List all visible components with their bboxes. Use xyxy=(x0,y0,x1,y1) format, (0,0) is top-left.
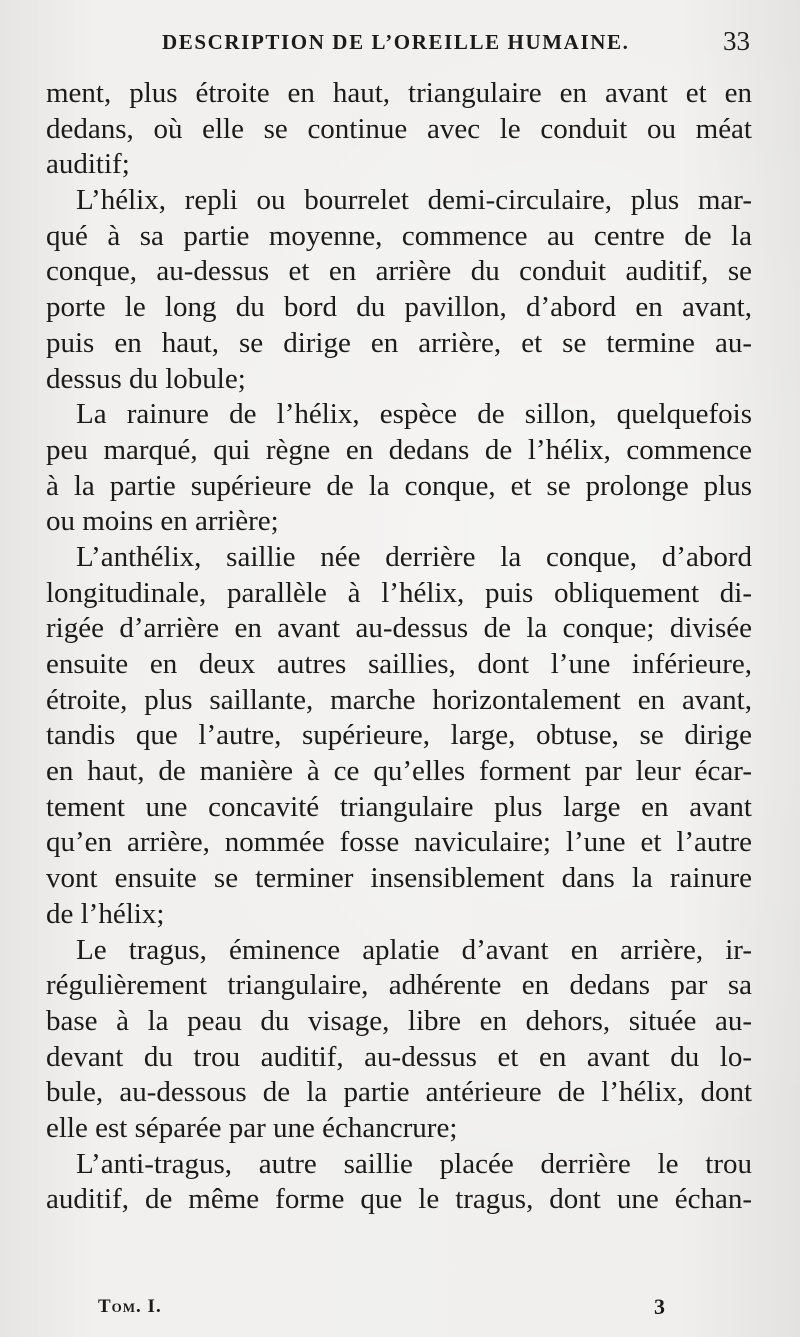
paragraph-anthelix xyxy=(46,540,752,933)
text-line: vont ensuite se terminer insensiblement dans la rainure xyxy=(46,862,752,895)
text-line: La rainure de l’hélix, espèce de sillon, quelquefois xyxy=(76,398,752,431)
text-line: tandis que l’autre, supérieure, large, obtuse, se dirige xyxy=(46,719,752,752)
text-line: qué à sa partie moyenne, commence au centre de la xyxy=(46,219,752,252)
text-line: régulièrement triangulaire, adhérente en dedans par sa xyxy=(46,969,752,1002)
text-line: L’hélix, repli ou bourrelet demi-circulaire, plus mar- xyxy=(76,184,752,217)
text-line: dedans, où elle se continue avec le conduit ou méat xyxy=(46,112,752,145)
text-line: étroite, plus saillante, marche horizontalement en avant, xyxy=(46,683,752,716)
text-line: base à la peau du visage, libre en dehors, située au- xyxy=(46,1004,752,1037)
paragraph-anti-tragus xyxy=(46,1147,752,1218)
text-line: à la partie supérieure de la conque, et se prolonge plus xyxy=(46,469,752,502)
paragraph-tragus xyxy=(46,933,752,1147)
text-line: de l’hélix; xyxy=(46,897,165,930)
text-line: L’anti-tragus, autre saillie placée derrière le trou xyxy=(76,1147,752,1180)
page-header xyxy=(0,26,800,62)
text-line: dessus du lobule; xyxy=(46,362,246,395)
body-text xyxy=(46,76,752,1218)
text-line: ensuite en deux autres saillies, dont l’une inférieure, xyxy=(46,648,752,680)
text-line: conque, au-dessus et en arrière du conduit auditif, se xyxy=(46,255,752,288)
page-number: 33 xyxy=(723,26,750,56)
text-line: longitudinale, parallèle à l’hélix, puis obliquement di- xyxy=(46,576,752,609)
text-line: Le tragus, éminence aplatie d’avant en arrière, ir- xyxy=(76,933,752,966)
signature-mark: Tom. I. xyxy=(98,1296,162,1317)
paragraph-conduit-auditif xyxy=(46,76,752,183)
text-line: bule, au-dessous de la partie antérieure de l’hélix, dont xyxy=(46,1076,752,1109)
paragraph-helix xyxy=(46,183,752,397)
text-line: devant du trou auditif, au-dessus et en avant du lo- xyxy=(46,1040,752,1073)
signature-number: 3 xyxy=(654,1294,665,1319)
text-line: puis en haut, se dirige en arrière, et se termine au- xyxy=(46,326,752,359)
text-line: auditif; xyxy=(46,148,130,181)
text-line: elle est séparée par une échancrure; xyxy=(46,1111,458,1144)
text-line: peu marqué, qui règne en dedans de l’hélix, commence xyxy=(46,433,752,466)
text-line: rigée d’arrière en avant au-dessus de la conque; divisée xyxy=(46,612,752,645)
text-line: ment, plus étroite en haut, triangulaire en avant et en xyxy=(46,77,752,109)
page-footer xyxy=(0,1290,800,1326)
text-line: L’anthélix, saillie née derrière la conque, d’abord xyxy=(76,540,752,573)
paragraph-rainure-helix xyxy=(46,397,752,540)
running-head: DESCRIPTION DE L’OREILLE HUMAINE. xyxy=(162,30,630,54)
text-line: porte le long du bord du pavillon, d’abord en avant, xyxy=(46,291,752,324)
text-line: qu’en arrière, nommée fosse naviculaire; l’une et l’autre xyxy=(46,826,752,859)
text-line: auditif, de même forme que le tragus, dont une échan- xyxy=(46,1183,752,1216)
text-line: ou moins en arrière; xyxy=(46,505,279,538)
text-line: tement une concavité triangulaire plus large en avant xyxy=(46,790,752,823)
text-line: en haut, de manière à ce qu’elles forment par leur écar- xyxy=(46,755,752,788)
